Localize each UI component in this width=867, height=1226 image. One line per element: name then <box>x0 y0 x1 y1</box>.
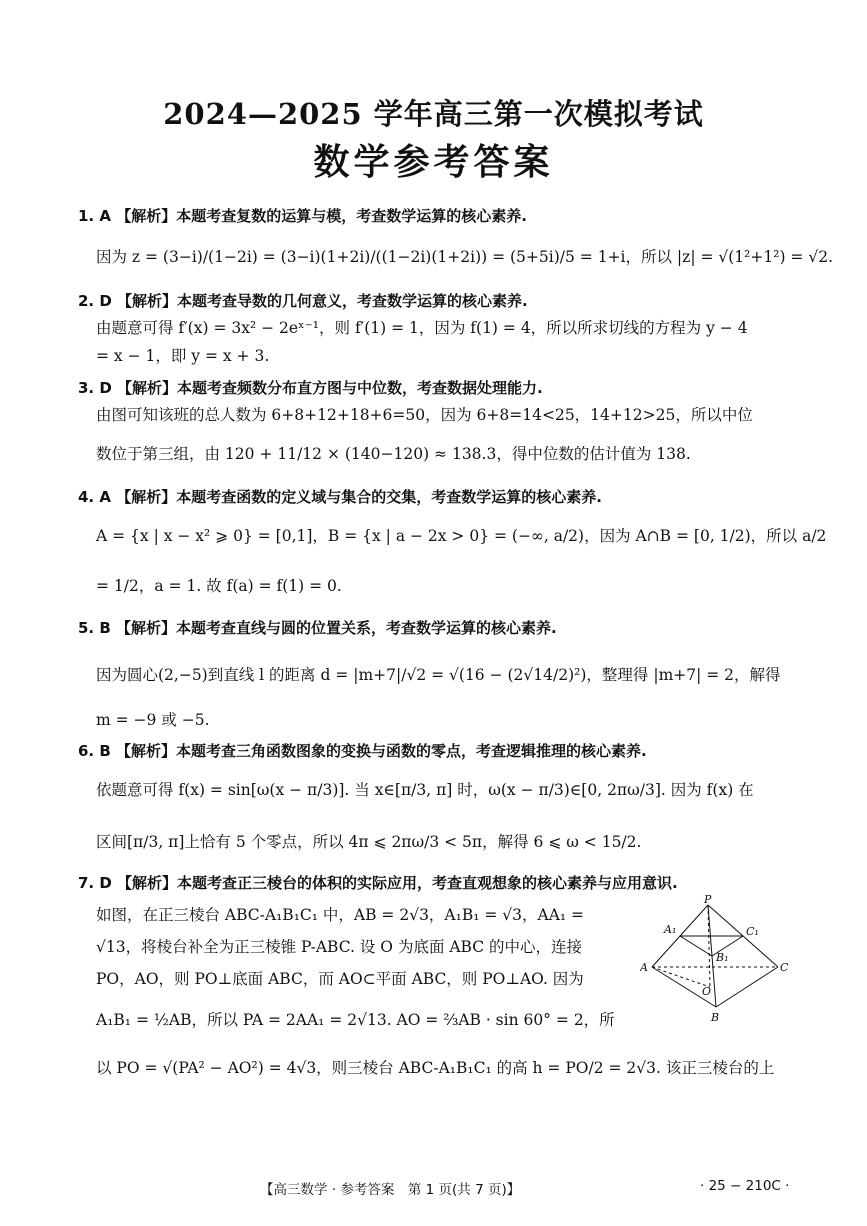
question-1-line-1: 因为 z = (3−i)/(1−2i) = (3−i)(1+2i)/((1−2i)(1+2i)) = (5+5i)/5 = 1+i，所以 |z| = √(1²+1²) = √2. <box>96 248 833 266</box>
question-6-line-2: 区间[π/3, π]上恰有 5 个零点，所以 4π ⩽ 2πω/3 < 5π，解得 6 ⩽ ω < 15/2. <box>96 833 642 851</box>
label-B1: B₁ <box>716 951 729 964</box>
question-1 <box>78 205 790 226</box>
question-7-line-5: 以 PO = √(PA² − AO²) = 4√3，则三棱台 ABC-A₁B₁C₁ 的高 h = PO/2 = 2√3. 该正三棱台的上 <box>96 1059 775 1077</box>
question-1-head: 1. A 【解析】本题考查复数的运算与模，考查数学运算的核心素养. <box>78 207 527 225</box>
question-2-line-2: = x − 1，即 y = x + 3. <box>96 347 270 365</box>
label-C1: C₁ <box>746 925 759 938</box>
question-4-line-1: A = {x | x − x² ⩾ 0} = [0,1]，B = {x | a − 2x > 0} = (−∞, a/2)，因为 A∩B = [0, 1/2)，所以 a/2 <box>96 527 827 545</box>
footer-page-info: 【高三数学 · 参考答案 第 1 页(共 7 页)】 <box>260 1182 521 1198</box>
question-7-head: 7. D 【解析】本题考查正三棱台的体积的实际应用，考查直观想象的核心素养与应用意识. <box>78 874 678 892</box>
question-4-line-2: = 1/2，a = 1. 故 f(a) = f(1) = 0. <box>96 577 342 595</box>
question-3-line-1: 由图可知该班的总人数为 6+8+12+18+6=50，因为 6+8=14<25，14+12>25，所以中位 <box>96 406 753 424</box>
title-line-1: 2024—2025 学年高三第一次模拟考试 <box>163 97 704 131</box>
question-2 <box>78 290 790 311</box>
question-4 <box>78 486 790 507</box>
question-5-line-2: m = −9 或 −5. <box>96 711 210 729</box>
label-O: O <box>702 985 712 998</box>
title-line-2: 数学参考答案 <box>313 141 554 183</box>
question-5-head: 5. B 【解析】本题考查直线与圆的位置关系，考查数学运算的核心素养. <box>78 619 557 637</box>
label-A: A <box>640 961 648 974</box>
question-4-head: 4. A 【解析】本题考查函数的定义域与集合的交集，考查数学运算的核心素养. <box>78 488 602 506</box>
question-3-line-2: 数位于第三组，由 120 + 11/12 × (140−120) ≈ 138.3，得中位数的估计值为 138. <box>96 445 691 463</box>
question-7 <box>78 872 790 893</box>
question-2-head: 2. D 【解析】本题考查导数的几何意义，考查数学运算的核心素养. <box>78 292 528 310</box>
question-3-head: 3. D 【解析】本题考查频数分布直方图与中位数，考查数据处理能力. <box>78 379 543 397</box>
question-7-line-4: A₁B₁ = ½AB，所以 PA = 2AA₁ = 2√13. AO = ⅔AB · sin 60° = 2，所 <box>96 1011 615 1029</box>
question-5-line-1: 因为圆心(2,−5)到直线 l 的距离 d = |m+7|/√2 = √(16 − (2√14/2)²)，整理得 |m+7| = 2，解得 <box>96 666 781 684</box>
label-C: C <box>780 961 789 974</box>
question-6-head: 6. B 【解析】本题考查三角函数图象的变换与函数的零点，考查逻辑推理的核心素养. <box>78 742 647 760</box>
label-A1: A₁ <box>664 923 677 936</box>
segment-AO <box>652 967 710 987</box>
footer-code: · 25 − 210C · <box>700 1178 790 1194</box>
question-7-line-1: 如图，在正三棱台 ABC-A₁B₁C₁ 中，AB = 2√3，A₁B₁ = √3，AA₁ = <box>96 906 585 924</box>
question-7-line-2: √13，将棱台补全为正三棱锥 P-ABC. 设 O 为底面 ABC 的中心，连接 <box>96 938 583 956</box>
frustum-figure <box>640 895 790 1025</box>
question-6 <box>78 740 790 761</box>
question-2-line-1: 由题意可得 f′(x) = 3x² − 2eˣ⁻¹，则 f′(1) = 1，因为 f(1) = 4，所以所求切线的方程为 y − 4 <box>96 319 748 337</box>
question-5 <box>78 617 790 638</box>
edge-A1B1 <box>680 936 712 956</box>
label-B: B <box>711 1011 720 1024</box>
question-7-line-3: PO，AO，则 PO⊥底面 ABC，而 AO⊂平面 ABC，则 PO⊥AO. 因为 <box>96 970 584 988</box>
edge-CB <box>716 967 778 1007</box>
question-6-line-1: 依题意可得 f(x) = sin[ω(x − π/3)]. 当 x∈[π/3, π] 时，ω(x − π/3)∈[0, 2πω/3]. 因为 f(x) 在 <box>96 781 754 799</box>
question-3 <box>78 377 790 398</box>
label-P: P <box>704 895 712 906</box>
